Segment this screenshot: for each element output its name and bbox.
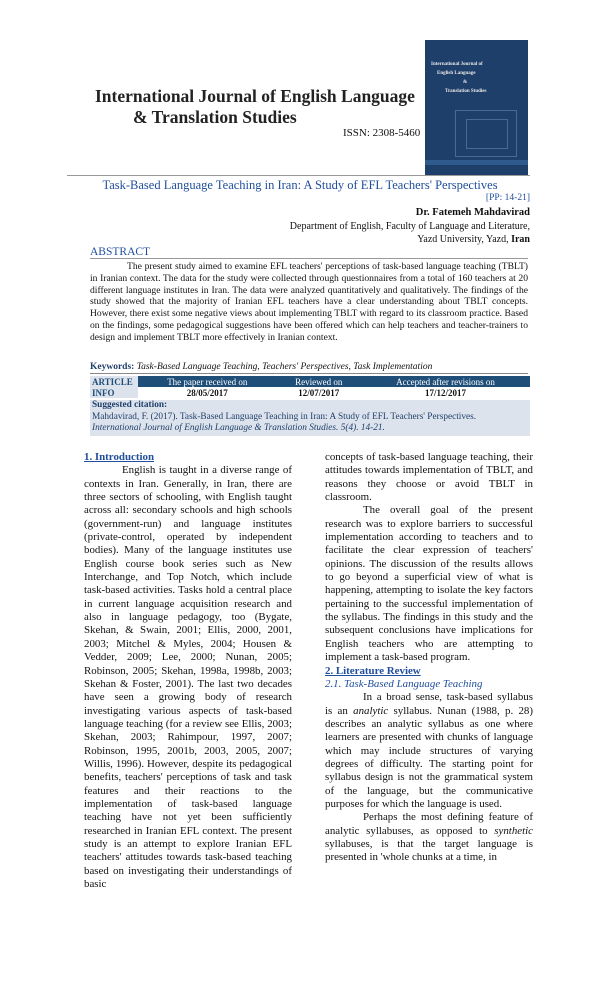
section-heading-introduction: 1. Introduction	[84, 451, 154, 463]
abstract-divider	[90, 258, 528, 259]
issn: ISSN: 2308-5460	[343, 127, 421, 139]
article-info-label: ARTICLE	[90, 376, 138, 387]
body-paragraph: concepts of task-based language teaching, their attitudes towards implementation of TBLT, and reasons they choose or avoid TBLT in classroom.	[325, 451, 533, 504]
abstract-text: The present study aimed to examine EFL teachers' perceptions of task-based language teaching (TBLT) in Iranian context. The data for the study were collected through questionnaires from a total of 160 teachers at 20 different language institutes in Iran. The data were analyzed quantitatively and qualitatively. The findings of the study showed that the majority of Iranian EFL teachers have a clear understanding about TBLT concepts. However, there exist some negative views about implementing TBLT with regard to its classroom practice. Based on the findings, some pedagogical suggestions have been offered which can help teachers and teacher-trainers to design and implement TBLT more effectively in Iranian context.	[90, 261, 528, 343]
suggested-citation	[90, 400, 530, 436]
accepted-label: Accepted after revisions on	[361, 376, 530, 387]
body-paragraph: English is taught in a diverse range of contexts in Iran. Generally, in Iran, there are three sectors of schooling, with English taught across all: secondary schools and high schools (government-run) and language institutes (private-control, operated by independent bodies). Many of the language institutes use English course book series such as New Interchange, and Top Notch, which include task-based activities. Tasks hold a central place in current language acquisition research and also in language pedagogy, too (Bygate, Skehan, & Swain, 2001; Ellis, 2000, 2001, 2003; Mitchel & Myles, 2004; Housen & Vedder, 2009; Lee, 2000; Nunan, 2005; Robinson, 2005; Skehan, 1998a, 1998b, 2003; Skehan & Foster, 2001). The last two decades have seen a growing body of research investigating various aspects of task-based language teaching (for a review see Ellis, 2003; Skehan, 2003; Rahimpour, 1997, 2007; Robinson, 1995, 2001b, 2003, 2005, 2007; Willis, 1996). However, despite its pedagogical benefits, teachers' perceptions of task and task features and their reactions to the implementation of task-based language teaching have not yet been sufficiently researched in Iranian EFL context. The present study is an attempt to explore Iranian EFL teachers' attitudes towards task-based teaching based on investigating their understandings of basic	[84, 464, 292, 890]
journal-title-line1: International Journal of English Language	[95, 86, 415, 106]
citation-journal: International Journal of English Language & Translation Studies. 5(4). 14-21.	[92, 423, 385, 433]
section-heading-literature-review: 2. Literature Review	[325, 664, 421, 677]
journal-title-line2: & Translation Studies	[133, 107, 297, 127]
journal-cover-image	[425, 40, 528, 175]
body-paragraph: Perhaps the most defining feature of analytic syllabuses, as opposed to synthetic syllabuses, is that the target language is presented in 'whole chunks at a time, in	[325, 811, 533, 864]
reviewed-date: 12/07/2017	[277, 387, 361, 398]
reviewed-label: Reviewed on	[277, 376, 361, 387]
abstract-heading: ABSTRACT	[90, 246, 151, 258]
article-title: Task-Based Language Teaching in Iran: A Study of EFL Teachers' Perspectives	[102, 178, 498, 192]
keywords-divider	[90, 373, 528, 374]
article-info-label2: INFO	[90, 387, 138, 398]
cover-text: International Journal of English Language & Translation Studies	[431, 62, 487, 94]
received-date: 28/05/2017	[138, 387, 277, 398]
journal-title	[95, 86, 425, 128]
cover-bar	[425, 160, 528, 165]
header-divider	[67, 175, 530, 176]
body-column-left	[84, 451, 292, 891]
subsection-heading: 2.1. Task-Based Language Teaching	[325, 677, 483, 690]
citation-label: Suggested citation:	[92, 400, 168, 410]
cover-decoration	[455, 110, 517, 157]
page-range: [PP: 14-21]	[485, 193, 530, 203]
article-info-table	[90, 376, 530, 398]
body-paragraph: In a broad sense, task-based syllabus is an analytic syllabus. Nunan (1988, p. 28) describes an analytic syllabus as one where learners are presented with chunks of language which may include structures of varying degrees of difficulty. The starting point for syllabus design is not the grammatical system of the language, but the communicative purposes for which the language is used.	[325, 691, 533, 810]
body-column-right	[325, 451, 533, 865]
author-name: Dr. Fatemeh Mahdavirad	[415, 207, 530, 218]
keywords-value: Task-Based Language Teaching, Teachers' Perspectives, Task Implementation	[136, 362, 433, 372]
body-paragraph: The overall goal of the present research was to explore barriers to successful implementation according to teachers and to facilitate the clear expression of teachers' opinions. The discussion of the results allows to go beyond a superficial view of what is happening, attempting to isolate the key factors pertaining to the successful implementation of the syllabus. The findings in this study and the subsequent conclusions have implications for English teachers who are attempting to implement a task-based program.	[325, 504, 533, 664]
received-label: The paper received on	[138, 376, 277, 387]
keywords-label: Keywords:	[90, 362, 135, 372]
keywords	[90, 362, 530, 372]
author-affiliation: Department of English, Faculty of Language and Literature, Yazd University, Yazd, Iran	[289, 221, 530, 245]
citation-text: Mahdavirad, F. (2017). Task-Based Language Teaching in Iran: A Study of EFL Teachers' Perspectives.	[92, 411, 477, 422]
accepted-date: 17/12/2017	[361, 387, 530, 398]
